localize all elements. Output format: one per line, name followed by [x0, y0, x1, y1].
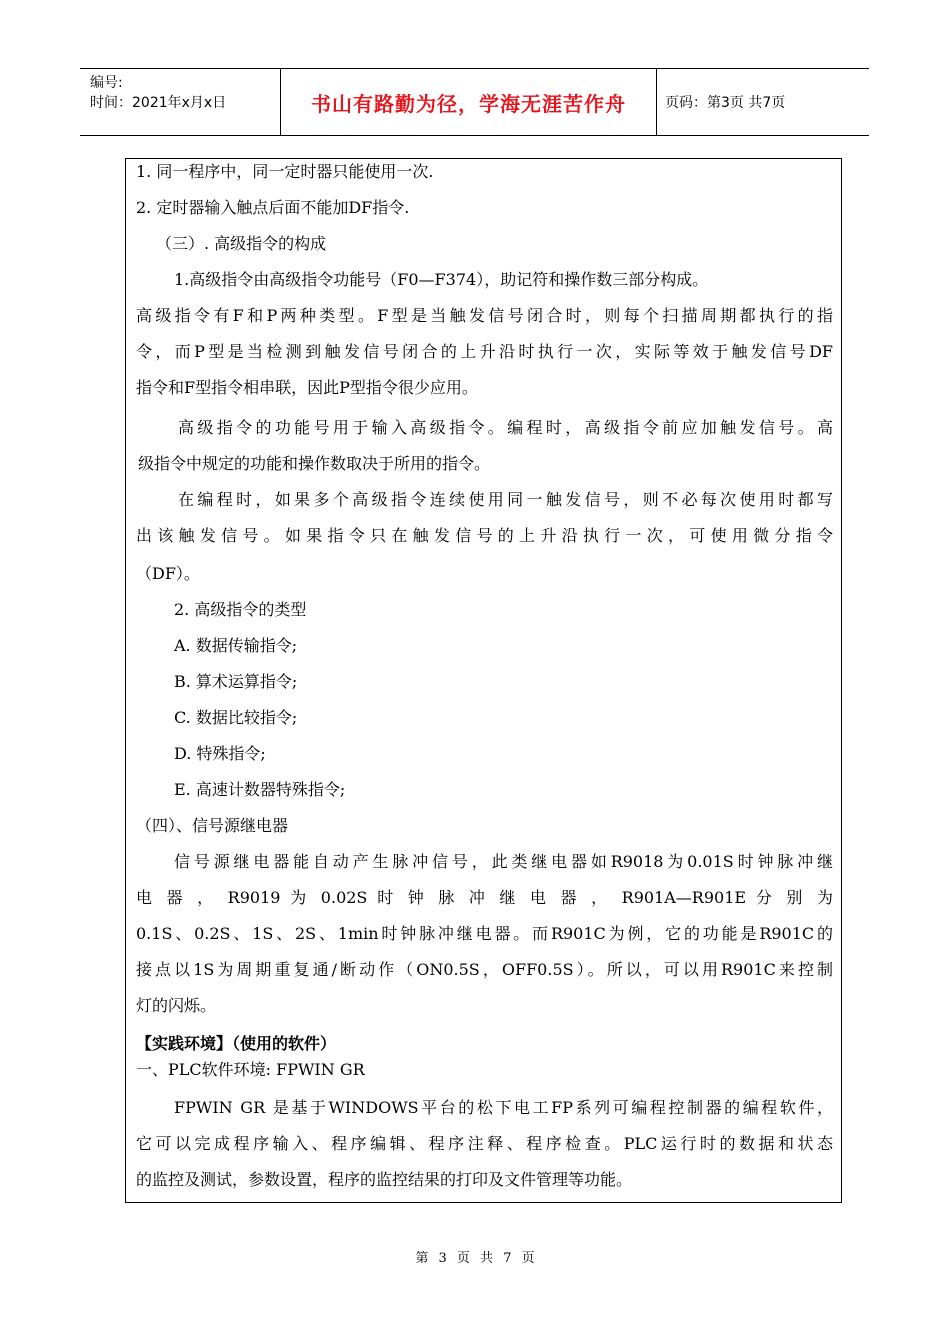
list-item: C. 数据比较指令; [174, 708, 298, 727]
text-line: 级指令中规定的功能和操作数取决于所用的指令。 [138, 454, 491, 473]
text-line: 灯的闪烁。 [136, 996, 217, 1015]
text-line: 高级指令的功能号用于输入高级指令。编程时，高级指令前应加触发信号。高 [178, 418, 833, 437]
text-line: 0.1S、0.2S、1S、2S、1min时钟脉冲继电器。而R901C为例，它的功能是R901C的 [136, 924, 833, 943]
list-item: E. 高速计数器特殊指令; [174, 780, 346, 799]
text-line: 的监控及测试，参数设置，程序的监控结果的打印及文件管理等功能。 [136, 1170, 633, 1189]
list-item: D. 特殊指令; [174, 744, 266, 763]
content-box [125, 158, 842, 1203]
text-line: 信号源继电器能自动产生脉冲信号，此类继电器如R9018为0.01S时钟脉冲继 [174, 852, 833, 871]
page-header [80, 68, 869, 136]
doc-time-label: 时间：2021年x月x日 [90, 95, 227, 111]
text-line: （DF）。 [136, 564, 200, 583]
text-line: FPWIN GR 是基于WINDOWS平台的松下电工FP系列可编程控制器的编程软件， [174, 1098, 833, 1117]
header-meta [80, 69, 281, 135]
text-line: 1.高级指令由高级指令功能号（F0—F374），助记符和操作数三部分构成。 [174, 270, 709, 289]
section-heading: （三）. 高级指令的构成 [156, 234, 327, 253]
text-line: 1. 同一程序中，同一定时器只能使用一次. [136, 162, 434, 181]
text-line: 令，而P型是当检测到触发信号闭合的上升沿时执行一次，实际等效于触发信号DF [136, 342, 833, 361]
text-line: 它可以完成程序输入、程序编辑、程序注释、程序检查。PLC运行时的数据和状态 [136, 1134, 833, 1153]
text-line: 指令和F型指令相串联，因此P型指令很少应用。 [136, 378, 478, 397]
list-item: B. 算术运算指令; [174, 672, 298, 691]
text-line: 电 器 ， R9019 为 0.02S 时 钟 脉 冲 继 电 器 ， R901A—R901E 分 别 为 [136, 888, 833, 907]
page-footer: 第 3 页 共 7 页 [415, 1251, 535, 1266]
section-heading: 2. 高级指令的类型 [174, 600, 307, 619]
list-item: A. 数据传输指令; [174, 636, 298, 655]
section-heading: （四）、信号源继电器 [136, 816, 289, 835]
header-motto: 书山有路勤为径，学海无涯苦作舟 [281, 69, 657, 135]
doc-number-label: 编号: [90, 75, 123, 91]
text-line: 在编程时，如果多个高级指令连续使用同一触发信号，则不必每次使用时都写 [178, 490, 833, 509]
header-page-info: 页码：第3页 共7页 [665, 95, 786, 111]
text-line: 2. 定时器输入触点后面不能加DF指令. [136, 198, 410, 217]
section-heading: 一、PLC软件环境: FPWIN GR [136, 1060, 365, 1079]
text-line: 接点以1S为周期重复通/断动作（ON0.5S，OFF0.5S）。所以，可以用R901C来控制 [136, 960, 833, 979]
section-heading: 【实践环境】（使用的软件） [136, 1034, 337, 1053]
text-line: 高级指令有F和P两种类型。F型是当触发信号闭合时，则每个扫描周期都执行的指 [136, 306, 833, 325]
text-line: 出该触发信号。如果指令只在触发信号的上升沿执行一次，可使用微分指令 [136, 526, 833, 545]
